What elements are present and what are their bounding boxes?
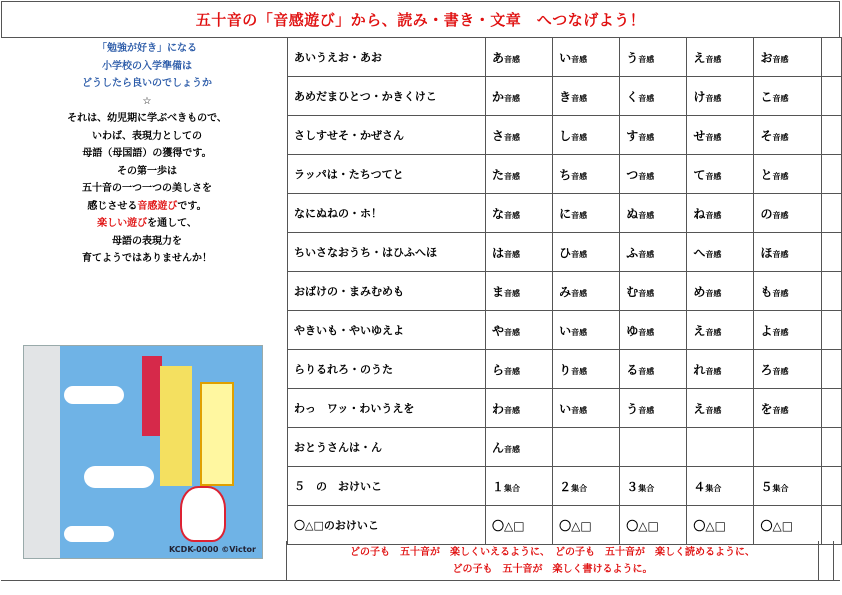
kana-suffix: 音感 [504,210,520,220]
kana-cell [754,116,821,155]
kana-suffix: 音感 [705,132,722,142]
kana-cell [687,311,754,350]
kana-suffix: 音感 [705,366,722,376]
kana-cell [485,233,552,272]
empty-cell [821,116,841,155]
kana-suffix: 音感 [772,249,789,259]
kana-char: り [559,362,572,377]
kana-cell [620,311,687,350]
kana-suffix: 音感 [638,171,655,181]
kana-char: ２ [559,479,572,494]
kana-cell [620,506,687,545]
kana-cell [620,272,687,311]
kana-char: あ [491,50,504,65]
kana-cell [553,506,620,545]
row-phrase: おとうさんは・ん [288,428,486,467]
kana-cell [687,194,754,233]
kana-cell [553,389,620,428]
kana-cell [553,467,620,506]
kana-cell [754,272,821,311]
kana-cell [754,350,821,389]
kana-suffix: 音感 [772,405,789,415]
kana-suffix: 音感 [772,327,789,337]
kana-cell [620,116,687,155]
footer-slogan [287,541,818,581]
kana-cell [620,389,687,428]
kana-suffix: 音感 [504,444,520,454]
kana-char: か [491,89,504,104]
kana-char: た [491,167,504,182]
table-row [288,467,842,506]
kana-char: 〇△□ [760,518,794,533]
footer-line-2: どの子も 五十音が 楽しく書けるように。 [452,564,653,575]
intro-line-ongan [12,198,282,216]
divider [833,541,834,581]
kana-suffix: 音感 [571,132,588,142]
kana-cell [687,116,754,155]
kana-suffix: 音感 [571,210,588,220]
kana-cell [687,155,754,194]
table-row [288,38,842,77]
kana-suffix: 音感 [638,54,655,64]
table-row [288,506,842,545]
kana-char: ん [491,440,504,455]
kana-char: は [491,245,504,260]
kana-char: け [693,89,706,104]
cd-title-block [200,382,234,486]
table-row [288,155,842,194]
kana-suffix: 音感 [504,327,520,337]
kana-cell [620,38,687,77]
intro-line: いわば、表現力としての [92,130,202,142]
kana-cell [754,233,821,272]
table-row [288,272,842,311]
row-phrase: ちいさなおうち・はひふへほ [288,233,486,272]
divider [1,580,840,581]
page-title: 五十音の「音感遊び」から、読み・書き・文章 へつなげよう！ [195,11,646,29]
intro-question-1: 「勉強が好き」になる [97,43,197,54]
kana-cell [553,194,620,233]
kana-suffix: 音感 [571,405,588,415]
empty-cell [821,77,841,116]
kana-cell [754,506,821,545]
kana-char: 〇△□ [626,518,659,533]
empty-cell [821,350,841,389]
kana-char: 〇△□ [559,518,592,533]
divider [286,541,287,581]
table-row [288,116,842,155]
kana-suffix: 音感 [772,366,789,376]
kana-suffix: 音感 [638,93,655,103]
kana-cell [687,467,754,506]
kana-cell [687,77,754,116]
kana-cell [754,389,821,428]
table-row [288,233,842,272]
kana-char: す [626,128,639,143]
kana-char: え [693,323,706,338]
row-phrase: ５ の おけいこ [288,467,486,506]
kana-char: つ [626,167,639,182]
kana-char: こ [760,89,773,104]
kana-cell [620,233,687,272]
row-phrase: おばけの・まみむめも [288,272,486,311]
empty-cell [821,194,841,233]
kana-suffix: 音感 [772,132,789,142]
kana-cell [553,77,620,116]
kana-cell [553,272,620,311]
kana-cell [620,428,687,467]
title-bar [1,1,840,38]
kana-cell [687,428,754,467]
kana-suffix: 音感 [705,171,722,181]
kana-cell [485,350,552,389]
kana-char: い [559,323,572,338]
kana-char: に [559,206,572,221]
intro-line: 五十音の一つ一つの美しさを [82,183,212,194]
cd-title-band [142,356,162,436]
kana-char: ひ [559,245,572,260]
kana-char: ふ [626,245,639,260]
intro-highlight-ongan: 音感遊び [137,200,178,212]
kana-suffix: 音感 [504,249,520,259]
kana-char: め [693,284,706,299]
kana-suffix: 音感 [504,405,520,415]
kana-cell [620,77,687,116]
kana-suffix: 音感 [504,132,520,142]
kana-cell [687,350,754,389]
kana-suffix: 音感 [504,54,520,64]
kana-suffix: 音感 [705,210,722,220]
kana-char: そ [760,128,773,143]
kana-char: む [626,284,639,299]
kana-cell [485,389,552,428]
intro-text-pre: 感じさせる [87,200,138,212]
kana-suffix: 音感 [504,93,520,103]
row-phrase: ラッパは・たちつてと [288,155,486,194]
cd-spine [24,346,60,558]
kana-suffix: 音感 [772,54,789,64]
kana-char: ね [693,206,706,221]
kana-char: な [491,206,504,221]
kana-char: の [760,206,773,221]
row-phrase: あめだまひとつ・かきくけこ [288,77,486,116]
kana-suffix: 音感 [638,366,655,376]
kana-char: お [760,50,773,65]
cd-title-block [160,366,192,486]
kana-suffix: 音感 [638,249,655,259]
intro-text [12,40,282,268]
table-row [288,428,842,467]
kana-cell [620,155,687,194]
kana-cell [553,116,620,155]
kana-char: ら [491,362,504,377]
kana-suffix: 音感 [571,366,588,376]
row-phrase: らりるれろ・のうた [288,350,486,389]
kana-cell [553,428,620,467]
kana-suffix: 音感 [571,54,588,64]
kana-cell [553,38,620,77]
kana-cell [485,428,552,467]
kana-cell [754,311,821,350]
kana-cell [754,77,821,116]
kana-char: ゆ [626,323,639,338]
intro-line: それは、幼児期に学ぶべきもので、 [67,113,227,124]
kana-char: ま [491,284,504,299]
kana-char: を [760,401,773,416]
intro-question-2: 小学校の入学準備は [102,60,192,72]
table-row [288,194,842,233]
intro-highlight-asobi: 楽しい遊び [97,218,148,229]
cloud-shape [64,526,114,542]
kana-cell [687,38,754,77]
kana-char: と [760,167,773,182]
kana-cell [620,350,687,389]
empty-cell [821,428,841,467]
kana-char: る [626,362,639,377]
kana-char: き [559,89,572,104]
cat-illustration [180,486,226,542]
row-phrase: 〇△□のおけいこ [288,506,486,545]
kana-char: ３ [626,479,639,494]
kana-suffix: 音感 [772,288,789,298]
kana-suffix: 集合 [772,483,789,493]
kana-char: へ [693,245,706,260]
kana-suffix: 音感 [705,54,722,64]
table-row [288,389,842,428]
kana-suffix: 音感 [772,210,789,220]
kana-cell [754,428,821,467]
kana-suffix: 音感 [571,171,588,181]
onkan-table [287,37,842,545]
empty-cell [821,389,841,428]
kana-cell [485,272,552,311]
kana-cell [485,467,552,506]
row-phrase: やきいも・やいゆえよ [288,311,486,350]
kana-char: ろ [760,362,773,377]
kana-char: え [693,50,706,65]
kana-suffix: 音感 [705,288,722,298]
kana-cell [485,506,552,545]
kana-cell [485,311,552,350]
cd-label: KCDK-0000 ©Victor [168,545,256,554]
kana-suffix: 集合 [571,483,588,493]
kana-suffix: 音感 [705,327,722,337]
kana-char: や [491,323,504,338]
table-row [288,311,842,350]
footer-line-1: どの子も 五十音が 楽しくいえるように、 どの子も 五十音が 楽しく読めるように、 [350,547,755,558]
kana-suffix: 音感 [571,93,588,103]
star-icon: ☆ [142,95,152,107]
empty-cell [821,38,841,77]
kana-cell [687,389,754,428]
kana-char: う [626,401,639,416]
intro-text-post: です。 [177,200,207,212]
kana-char: １ [491,479,504,494]
kana-suffix: 音感 [705,405,722,415]
kana-char: ５ [760,479,773,494]
intro-question-3: どうしたら良いのでしょうか [82,78,212,89]
kana-suffix: 音感 [638,405,655,415]
intro-line: その第一歩は [117,165,177,177]
kana-char: も [760,284,773,299]
empty-cell [821,233,841,272]
kana-suffix: 音感 [638,132,655,142]
empty-cell [821,272,841,311]
kana-cell [553,350,620,389]
kana-char: く [626,89,639,104]
kana-char: わ [491,401,504,416]
kana-suffix: 集合 [705,483,722,493]
kana-suffix: 集合 [504,483,520,493]
kana-cell [687,233,754,272]
kana-char: ぬ [626,206,639,221]
row-phrase: わっ ワッ・わいうえを [288,389,486,428]
kana-char: れ [693,362,706,377]
kana-suffix: 音感 [571,288,588,298]
empty-cell [821,311,841,350]
kana-char: て [693,167,706,182]
kana-cell [485,155,552,194]
kana-char: い [559,401,572,416]
empty-cell [821,155,841,194]
kana-cell [754,38,821,77]
kana-suffix: 音感 [772,93,789,103]
empty-cell [821,467,841,506]
kana-cell [687,506,754,545]
kana-char: せ [693,128,706,143]
kana-char: う [626,50,639,65]
kana-cell [553,155,620,194]
kana-suffix: 音感 [571,327,588,337]
kana-suffix: 音感 [772,171,789,181]
kana-cell [485,38,552,77]
kana-char: し [559,128,572,143]
empty-cell [821,506,841,545]
intro-line: 母語（母国語）の獲得です。 [82,148,212,159]
kana-char: 〇△□ [491,518,525,533]
table-row [288,77,842,116]
kana-cell [620,467,687,506]
cd-cover-image [23,345,263,559]
divider [818,541,819,581]
kana-char: ４ [693,479,706,494]
kana-char: よ [760,323,773,338]
kana-cell [754,155,821,194]
intro-line: 母語の表現力を [112,235,182,247]
kana-suffix: 音感 [638,327,655,337]
kana-suffix: 音感 [504,171,520,181]
kana-char: 〇△□ [693,518,726,533]
kana-suffix: 音感 [638,288,655,298]
table-row [288,350,842,389]
kana-suffix: 音感 [504,366,520,376]
intro-line: 育てようではありませんか！ [82,253,212,264]
row-phrase: なにぬねの・ホ！ [288,194,486,233]
kana-suffix: 音感 [705,93,722,103]
kana-cell [687,272,754,311]
kana-char: ほ [760,245,773,260]
intro-text-post: を通して、 [147,218,197,229]
kana-cell [485,116,552,155]
kana-char: い [559,50,572,65]
kana-cell [485,194,552,233]
row-phrase: さしすせそ・かぜさん [288,116,486,155]
kana-cell [754,467,821,506]
cloud-shape [64,386,124,404]
kana-char: さ [491,128,504,143]
kana-suffix: 音感 [504,288,520,298]
row-phrase: あいうえお・あお [288,38,486,77]
kana-cell [553,233,620,272]
intro-line-asobi [12,215,282,233]
kana-cell [485,77,552,116]
kana-cell [754,194,821,233]
kana-char: み [559,284,572,299]
cloud-shape [84,466,154,488]
kana-cell [553,311,620,350]
kana-char: え [693,401,706,416]
kana-suffix: 音感 [571,249,588,259]
kana-suffix: 音感 [705,249,722,259]
kana-cell [620,194,687,233]
kana-suffix: 音感 [638,210,655,220]
kana-char: ち [559,167,572,182]
kana-suffix: 集合 [638,483,655,493]
